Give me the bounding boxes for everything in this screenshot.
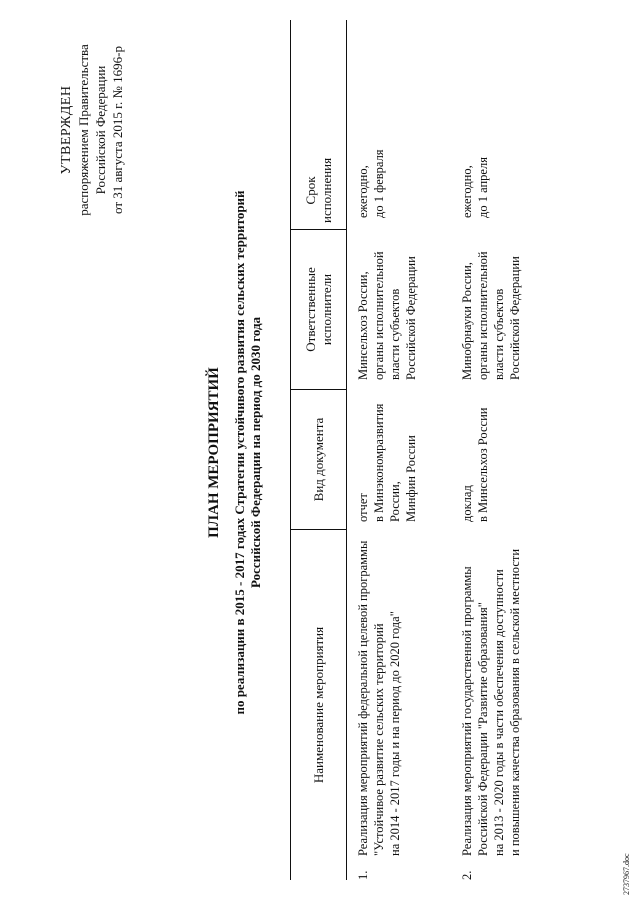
approval-title: УТВЕРЖДЕН — [59, 85, 74, 175]
header-deadline-line: Срок — [302, 176, 318, 205]
row-deadline-line: до 1 февраля — [372, 149, 386, 218]
row-name-cell — [355, 530, 451, 880]
row-name-line: "Устойчивое развитие сельских территорий — [372, 623, 386, 856]
row-name-line: Российской Федерации "Развитие образования" — [476, 602, 490, 856]
row-responsible-line: органы исполнительной — [372, 251, 386, 380]
header-deadline — [291, 20, 346, 230]
row-responsible-cell — [355, 230, 451, 390]
row-doc-line: Минфин России — [404, 435, 418, 522]
row-number: 2. — [460, 870, 474, 880]
row-responsible-line: Российской Федерации — [508, 256, 522, 380]
row-responsible-line: Минобрнауки России, — [460, 262, 474, 380]
approval-line: от 31 августа 2015 г. № 1696-р — [110, 46, 125, 214]
row-deadline-line: ежегодно, — [460, 165, 474, 218]
row-doc-line: России, — [388, 481, 402, 522]
plan-subtitle-line: Российской Федерации на период до 2030 года — [248, 316, 263, 589]
row-responsible-line: власти субъектов — [388, 288, 402, 380]
row-responsible-cell — [459, 230, 549, 390]
row-doc-line: в Минэкономразвития — [372, 403, 386, 522]
header-name: Наименование мероприятия — [310, 626, 326, 784]
plan-subtitle — [232, 0, 264, 905]
row-responsible-line: власти субъектов — [492, 288, 506, 380]
row-doc-cell — [355, 390, 451, 530]
row-doc-cell — [459, 390, 549, 530]
row-responsible-line: органы исполнительной — [476, 251, 490, 380]
table-row — [347, 20, 451, 880]
approval-line: Российской Федерации — [93, 65, 108, 195]
row-name-line: Реализация мероприятий федеральной целевой программы — [356, 540, 370, 856]
approval-stamp — [58, 5, 126, 255]
approval-line: распоряжением Правительства — [76, 44, 91, 216]
row-doc-line: отчет — [356, 493, 370, 522]
row-deadline-line: до 1 апреля — [476, 157, 490, 218]
table-header-row — [291, 20, 347, 880]
row-name-cell — [459, 530, 549, 880]
row-doc-line: доклад — [460, 485, 474, 522]
header-responsible-line: Ответственные — [302, 267, 318, 352]
row-doc-line: в Минсельхоз России — [476, 407, 490, 522]
row-responsible-line: Российской Федерации — [404, 256, 418, 380]
plan-subtitle-line: по реализации в 2015 - 2017 годах Стратегии устойчивого развития сельских территорий — [232, 190, 247, 715]
row-deadline-line: ежегодно, — [356, 165, 370, 218]
row-deadline-cell — [355, 20, 451, 230]
row-name-line: Реализация мероприятий государственной программы — [460, 566, 474, 856]
row-name-line: на 2014 - 2017 годы и на период до 2020 года" — [388, 611, 402, 856]
row-name-line: на 2013 - 2020 годы в части обеспечения доступности — [492, 569, 506, 856]
table-row — [451, 20, 549, 880]
plan-title: ПЛАН МЕРОПРИЯТИЙ — [206, 367, 222, 538]
header-responsible-line: исполнители — [318, 273, 334, 346]
header-doc-type: Вид документа — [291, 390, 346, 530]
row-number: 1. — [356, 870, 370, 880]
document-code: 2737967.doc — [622, 853, 631, 895]
header-deadline-line: исполнения — [318, 157, 334, 223]
plan-table — [290, 20, 549, 880]
row-responsible-line: Минсельхоз России, — [356, 271, 370, 380]
row-name-line: и повышения качества образования в сельской местности — [508, 548, 522, 856]
header-responsible — [291, 230, 346, 390]
row-deadline-cell — [459, 20, 549, 230]
